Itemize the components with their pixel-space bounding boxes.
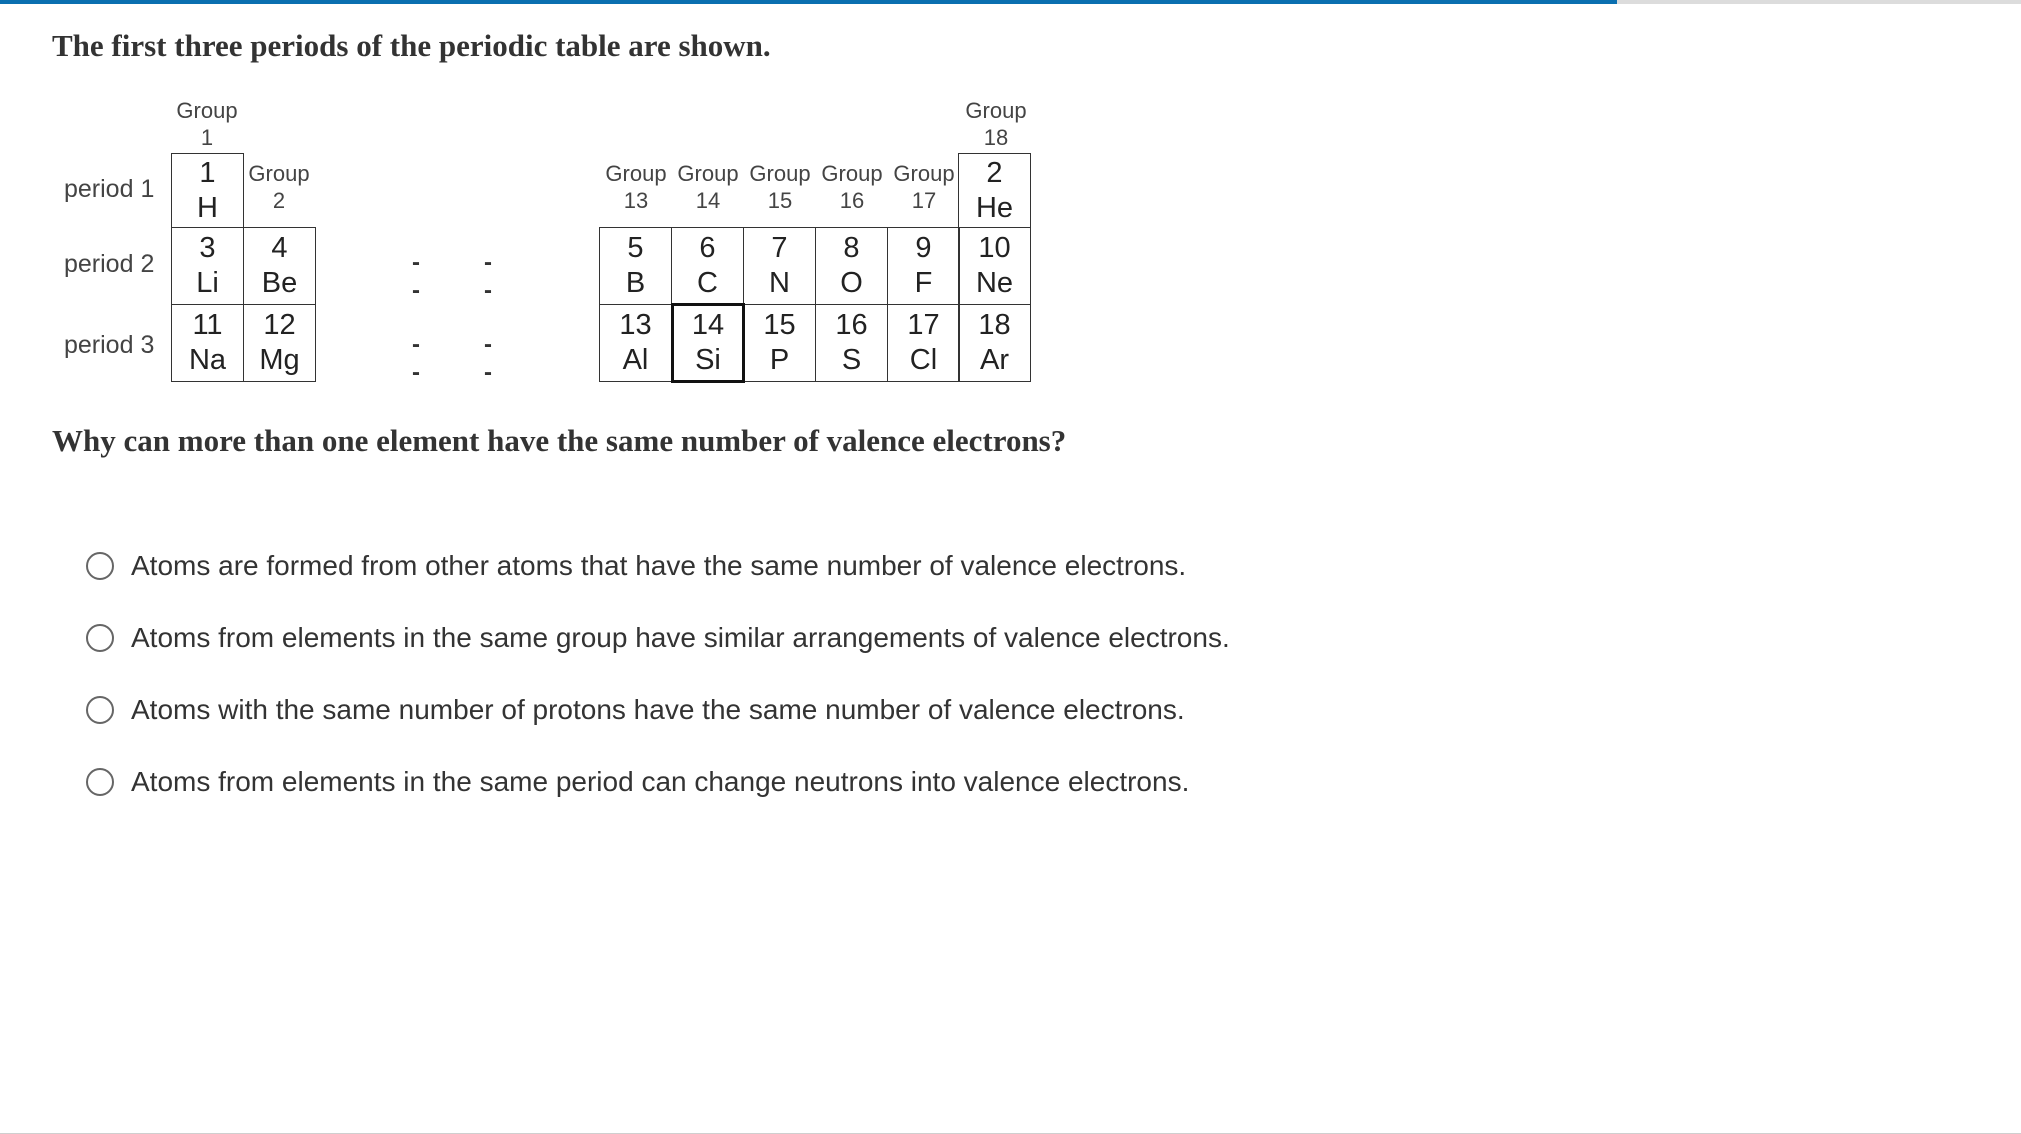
radio-button[interactable]: [86, 552, 114, 580]
atomic-number: 16: [835, 309, 868, 341]
element-symbol: Mg: [259, 344, 300, 376]
answer-choices: [86, 530, 1230, 818]
element-cell-s: [815, 304, 888, 382]
atomic-number: 10: [978, 232, 1011, 264]
element-cell-na: [171, 304, 244, 382]
atomic-number: 8: [843, 232, 860, 264]
group-label-1: Group 1: [176, 98, 238, 150]
atomic-number: 1: [199, 156, 216, 189]
element-symbol: Cl: [909, 344, 938, 376]
atomic-number: 11: [192, 309, 223, 341]
group-label-15: Group 15: [749, 161, 811, 213]
element-symbol: P: [769, 344, 790, 376]
radio-button[interactable]: [86, 624, 114, 652]
progress-bar: [0, 0, 2021, 4]
atomic-number: 14: [691, 309, 725, 341]
answer-choice[interactable]: [86, 674, 1230, 746]
group-label-2: Group 2: [248, 161, 310, 213]
element-symbol: N: [769, 267, 790, 299]
gap-marker: --: [412, 331, 419, 386]
element-symbol: Ar: [980, 344, 1009, 376]
atomic-number: 13: [619, 309, 652, 341]
element-symbol: Si: [695, 344, 721, 376]
group-label-16: Group 16: [821, 161, 883, 213]
element-symbol: C: [697, 267, 718, 299]
element-cell-ne: [958, 227, 1031, 305]
element-cell-be: [243, 227, 316, 305]
element-cell-al: [599, 304, 672, 382]
prompt-text: The first three periods of the periodic table are shown.: [52, 28, 771, 63]
element-symbol: S: [841, 344, 862, 376]
atomic-number: 3: [199, 232, 216, 264]
element-cell-he: [958, 153, 1031, 228]
atomic-number: 4: [271, 232, 288, 264]
element-symbol: Na: [188, 344, 227, 376]
choice-label: Atoms from elements in the same group have similar arrangements of valence electrons.: [131, 622, 1230, 653]
radio-button[interactable]: [86, 768, 114, 796]
answer-choice[interactable]: [86, 530, 1230, 602]
element-symbol: Li: [196, 267, 219, 299]
element-cell-cl: [887, 304, 960, 382]
group-label-13: Group 13: [605, 161, 667, 213]
gap-marker: --: [484, 331, 491, 386]
atomic-number: 12: [263, 309, 296, 341]
atomic-number: 17: [907, 309, 940, 341]
element-symbol: He: [975, 191, 1014, 224]
progress-bar-fill: [0, 0, 1617, 4]
period-label-1: period 1: [64, 175, 155, 203]
element-cell-li: [171, 227, 244, 305]
choice-label: Atoms are formed from other atoms that have the same number of valence electrons.: [131, 550, 1187, 581]
element-symbol: B: [625, 267, 646, 299]
element-cell-ar: [958, 304, 1031, 382]
element-cell-f: [887, 227, 960, 305]
answer-choice[interactable]: [86, 746, 1230, 818]
element-symbol: O: [840, 267, 863, 299]
group-label-18: Group 18: [965, 98, 1027, 150]
gap-marker: --: [484, 249, 491, 304]
atomic-number: 9: [915, 232, 932, 264]
element-cell-b: [599, 227, 672, 305]
element-cell-c: [671, 227, 744, 305]
group-label-17: Group 17: [893, 161, 955, 213]
atomic-number: 7: [771, 232, 788, 264]
group-label-14: Group 14: [677, 161, 739, 213]
element-symbol: Be: [261, 267, 298, 299]
element-cell-p: [743, 304, 816, 382]
atomic-number: 15: [763, 309, 796, 341]
element-cell-si: [671, 303, 745, 383]
atomic-number: 6: [699, 232, 716, 264]
question-text: Why can more than one element have the same number of valence electrons?: [52, 423, 1067, 458]
atomic-number: 5: [627, 232, 644, 264]
element-cell-n: [743, 227, 816, 305]
choice-label: Atoms with the same number of protons have the same number of valence electrons.: [131, 694, 1185, 725]
element-cell-h: [171, 153, 244, 228]
atomic-number: 18: [978, 309, 1011, 341]
period-label-2: period 2: [64, 250, 155, 278]
element-symbol: Ne: [975, 267, 1014, 299]
element-cell-o: [815, 227, 888, 305]
gap-marker: --: [412, 249, 419, 304]
radio-button[interactable]: [86, 696, 114, 724]
element-symbol: F: [914, 267, 933, 299]
element-symbol: Al: [622, 344, 649, 376]
element-cell-mg: [243, 304, 316, 382]
answer-choice[interactable]: [86, 602, 1230, 674]
atomic-number: 2: [986, 156, 1003, 189]
choice-label: Atoms from elements in the same period can change neutrons into valence electrons.: [131, 766, 1190, 797]
period-label-3: period 3: [64, 331, 155, 359]
element-symbol: H: [197, 191, 218, 224]
